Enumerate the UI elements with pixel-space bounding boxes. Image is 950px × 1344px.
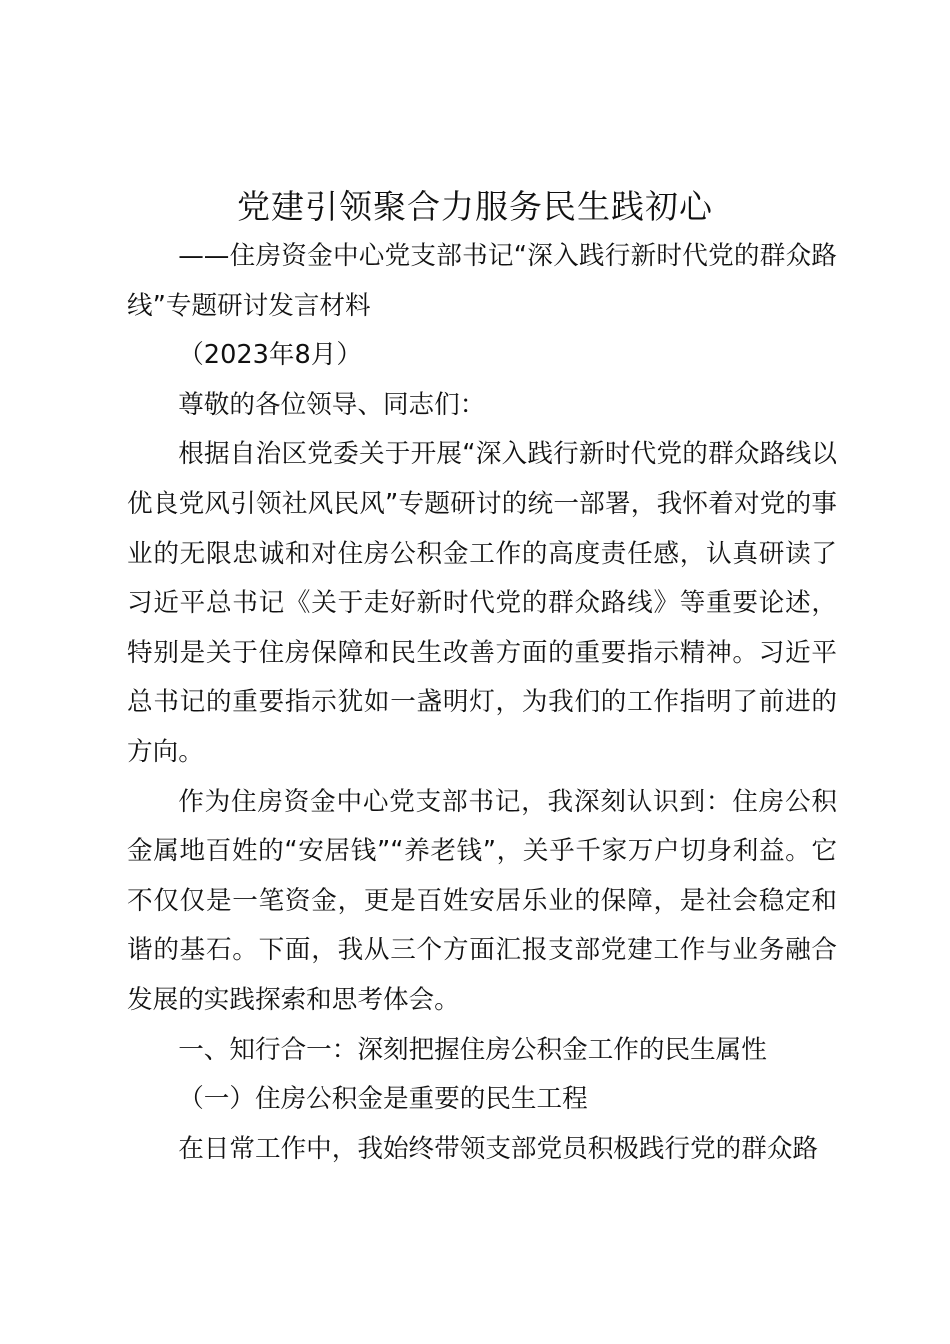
paragraph-2: 作为住房资金中心党支部书记，我深刻认识到：住房公积金属地百姓的“安居钱”“养老钱”，关乎千家万户切身利益。它不仅仅是一笔资金，更是百姓安居乐业的保障，是社会稳定和谐的基石。下面，我从三个方面汇报支部党建工作与业务融合发展的实践探索和思考体会。 xyxy=(127,786,837,1015)
paragraph-3: 在日常工作中，我始终带领支部党员积极践行党的群众路 xyxy=(178,1133,819,1164)
paragraph-1: 根据自治区党委关于开展“深入践行新时代党的群众路线以优良党风引领社风民风”专题研讨的统一部署，我怀着对党的事业的无限忠诚和对住房公积金工作的高度责任感，认真研读了习近平总书记《关于走好新时代党的群众路线》等重要论述，特别是关于住房保障和民生改善方面的重要指示精神。习近平总书记的重要指示犹如一盏明灯，为我们的工作指明了前进的方向。 xyxy=(127,439,837,767)
document-subtitle: ——住房资金中心党支部书记“深入践行新时代党的群众路线”专题研讨发言材料 xyxy=(127,241,837,321)
document-body xyxy=(127,232,837,1174)
document-title: 党建引领聚合力服务民生践初心 xyxy=(237,187,713,226)
subsection-heading: （一）住房公积金是重要的民生工程 xyxy=(178,1084,588,1115)
document-date: （2023年8月） xyxy=(178,340,362,371)
salutation: 尊敬的各位领导、同志们： xyxy=(178,389,486,420)
section-heading: 一、知行合一：深刻把握住房公积金工作的民生属性 xyxy=(178,1034,767,1065)
